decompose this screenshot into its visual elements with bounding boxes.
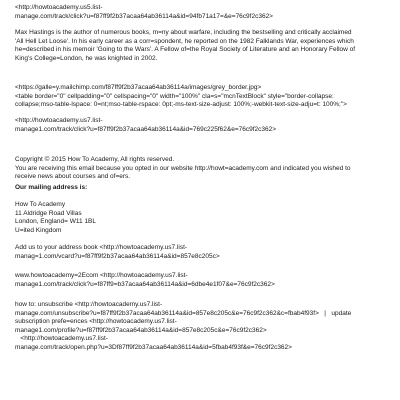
tracking-link-2[interactable]: <http://howtoacademy.us7.list- manage1.com/track/click?u=f87ff9f2b37acaa64ab36114a&id=769c225f62&e=76c9f2c362> bbox=[15, 117, 277, 133]
unsubscribe-and-preferences-links[interactable]: how to: unsubscribe <http://howtoacademy.us7.list- manage.com/unsubscribe?u=f87ff9f2b37acaa64ab36114a&id=857e8c205c&e=76c9f2c362&c=fbab4f93f> | update subscription prefe=ences <http://howtoacademy.us7.list- manage1.com/profile?u=f87ff9f2b37acaa64ab36114a&id=857e8c205c&e=76c9f2c362> <http://howtoacademy.us7.list- manage.com/track/open.php?u=3Df87ff9f2b37acaa64ab36114a&id=5fbab4f93f&e=76c9f2c362> bbox=[15, 301, 352, 351]
copyright-notice: Copyright © 2015 How To Academy, All rights reserved. You are receiving this email because you opted in our website http://howt=academy.com and indicated you wished to receive news about courses and of=ers. bbox=[15, 156, 351, 181]
add-to-address-book-link[interactable]: Add us to your address book <http://howtoacademy.us7.list- manag=1.com/vcard?u=f87ff9f2b37acaa64ab36114a&id=857e8c205c> bbox=[15, 244, 220, 260]
author-bio-paragraph: Max Hastings is the author of numerous books, m=ny about warfare, including the bestselling and critically acclaimed 'All Hell Let Loose'. In his early career as a corr=spondent, he reported on the 1982 Falklands War, experiences which he=described in his memoir 'Going to the Wars'. A Fellow of=the Royal Society of Literature and an Honorary Fellow of King's College=London, he was knighted in 2002. bbox=[15, 29, 356, 62]
raw-html-snippet: <https://galle=y.mailchimp.com/f87ff9f2b37acaa64ab36114a/images/grey_border.jpg> <table border="0" cellpadding="0" cellspacing="0" width="100%" cla=s="mcnTextBlock" style="border-collapse: collapse;mso-table-lspace: 0=nt;mso-table-rspace: 0pt;-ms-text-size-adjust: 100%;-webkit-text-size-adju=t: 100%;"> bbox=[15, 84, 347, 109]
tracking-link-1[interactable]: <http://howtoacademy.us5.list- manage.com/track/click?u=f87ff9f2b37acaa64ab36114a&id=94fb71a17=&e=76c9f2c362> bbox=[15, 4, 273, 20]
website-link[interactable]: www.howtoacademy=2Ecom <http://howtoacademy.us7.list- manage1.com/track/click?u=f87ff9=b37acaa64ab36114a&id=6dbe4e1f07&e=76c9f2c362> bbox=[15, 272, 275, 288]
mailing-address: How To Academy 11 Aldridge Road Villas London, England= W11 1BL U=ited Kingdom bbox=[15, 201, 97, 234]
mailing-address-heading: Our mailing address is: bbox=[15, 184, 88, 191]
